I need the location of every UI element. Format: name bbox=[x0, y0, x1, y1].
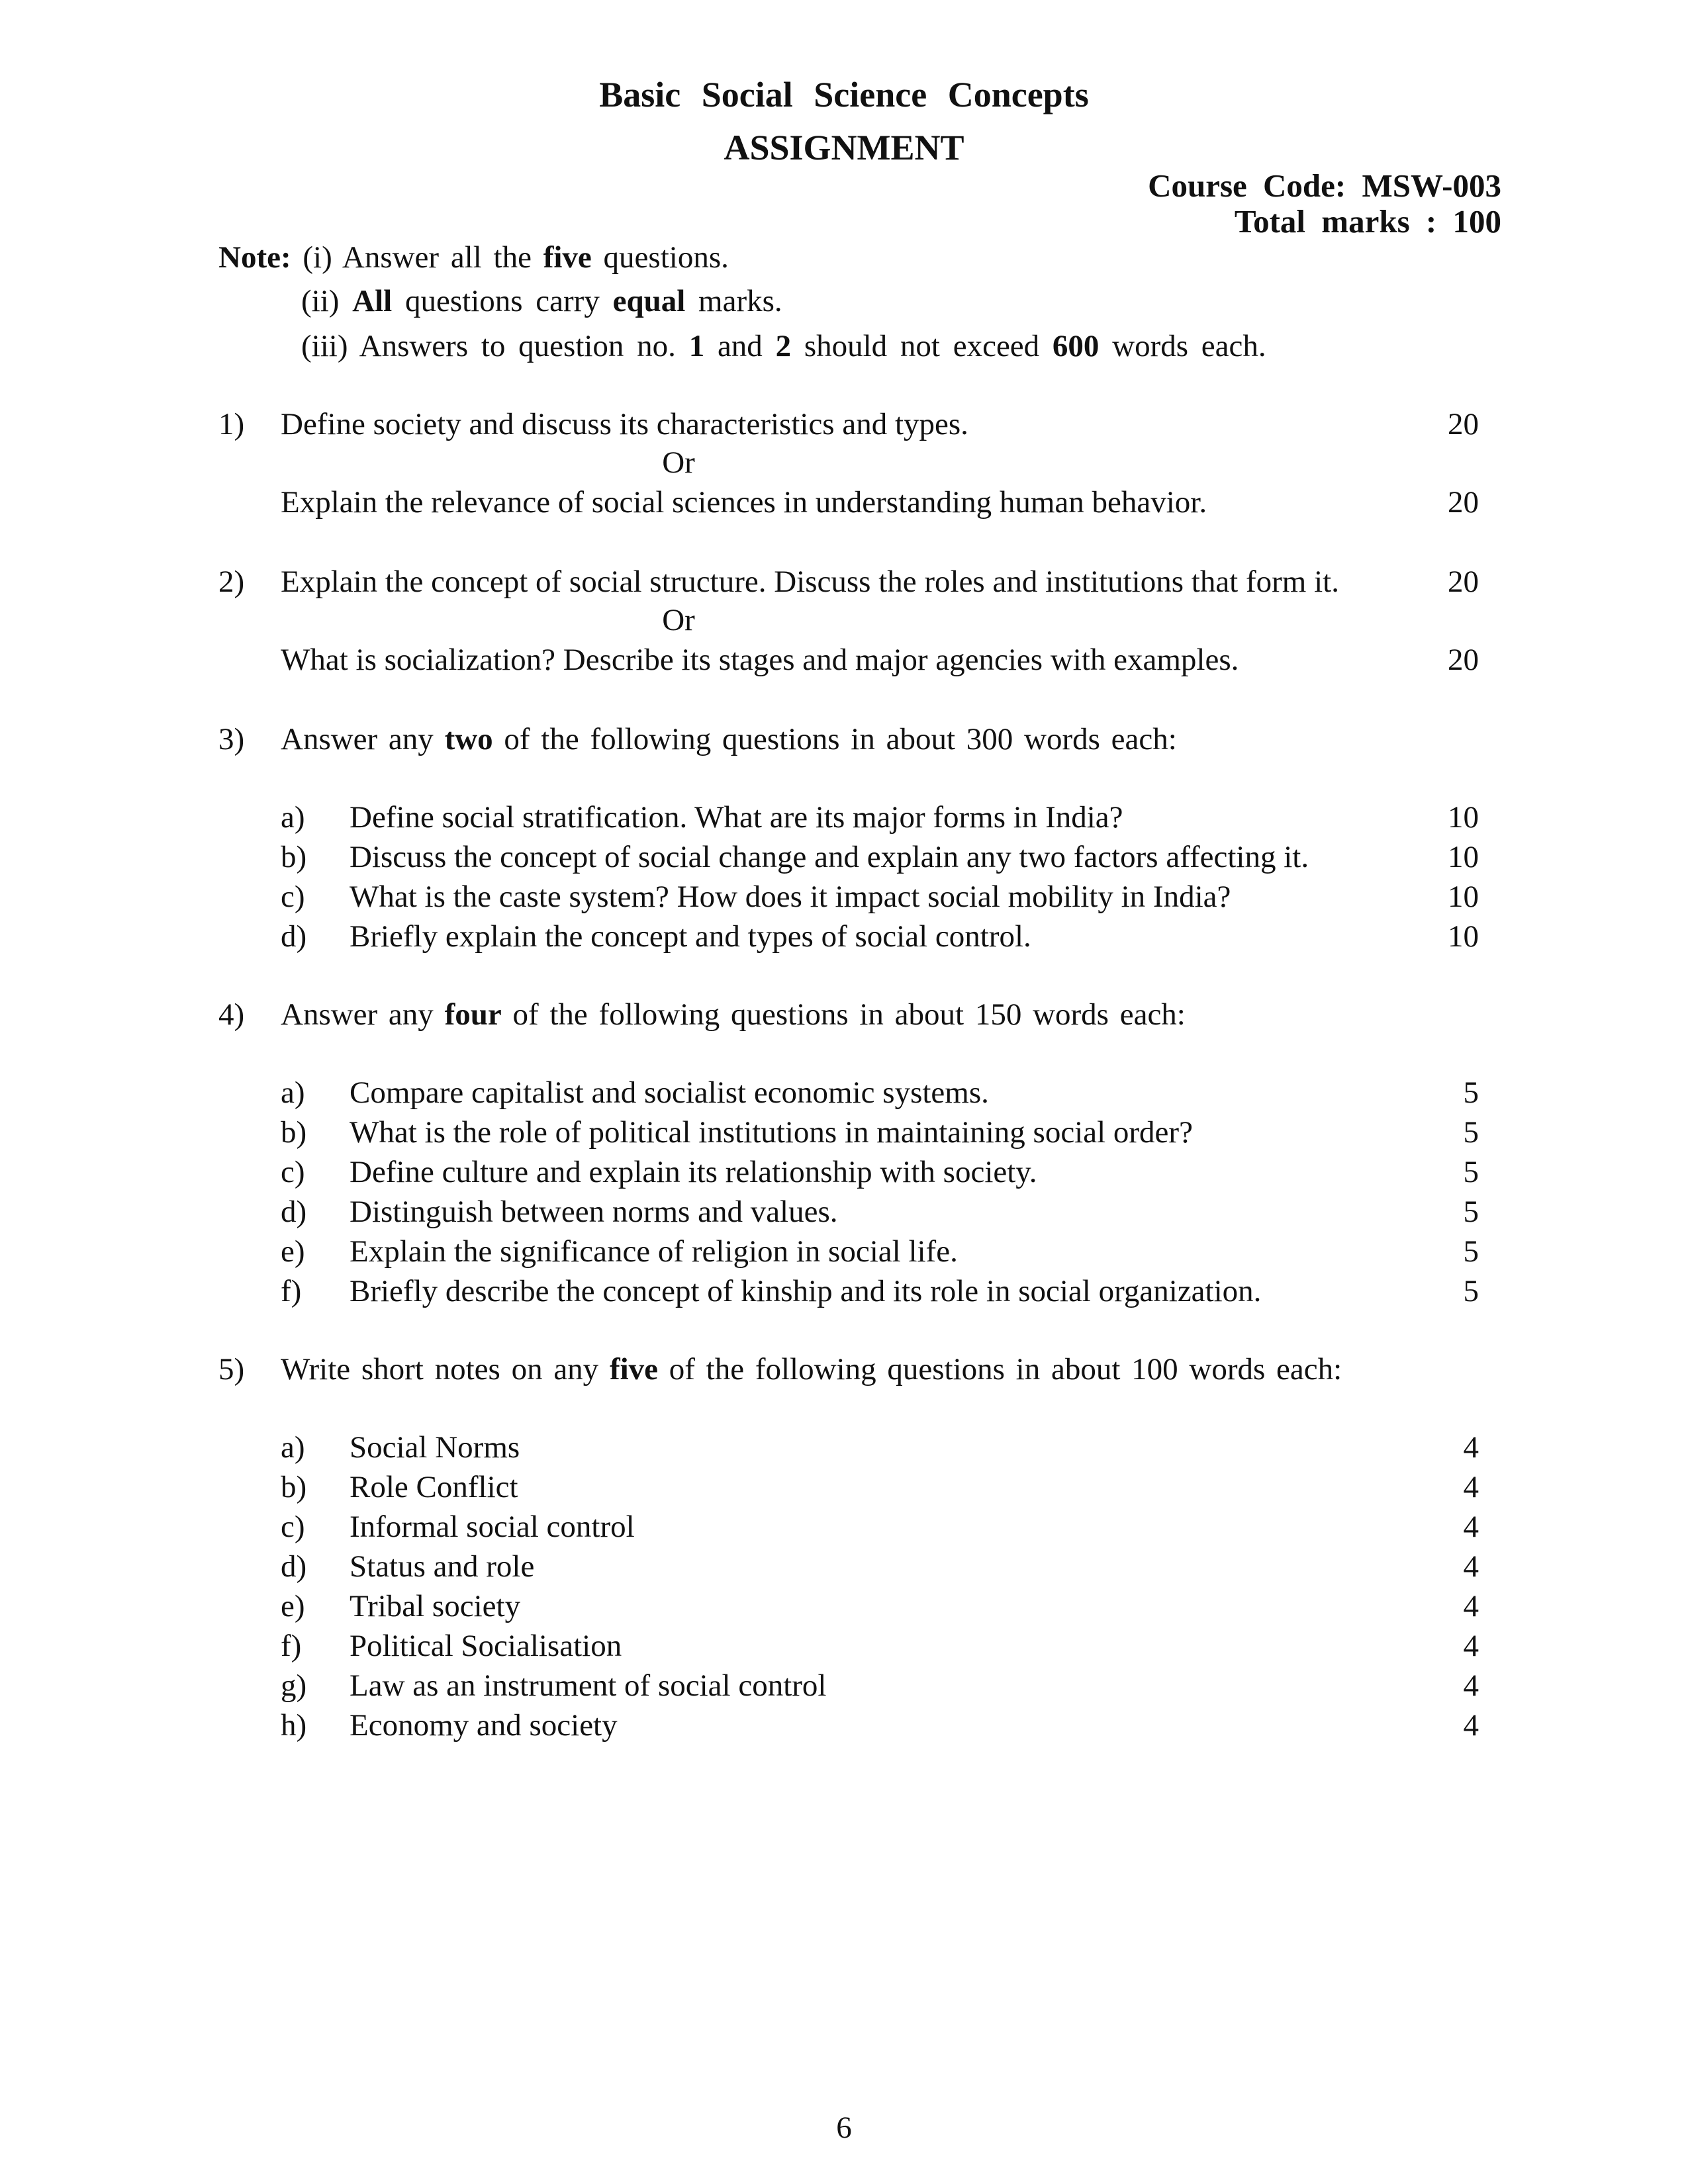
note-emphasis: 1 bbox=[688, 329, 705, 363]
subquestion-marks: 5 bbox=[1463, 1195, 1479, 1229]
subquestion-text: Role Conflict bbox=[350, 1470, 518, 1504]
subquestion-label: d) bbox=[281, 1549, 307, 1584]
question-marks: 20 bbox=[1448, 485, 1479, 520]
subquestion-marks: 5 bbox=[1463, 1234, 1479, 1269]
subquestion-label: d) bbox=[281, 919, 307, 954]
subquestion-marks: 10 bbox=[1448, 880, 1479, 914]
question-number: 3) bbox=[218, 722, 245, 756]
question-text-part: of the following questions in about 100 words each: bbox=[658, 1352, 1342, 1387]
subquestion-marks: 4 bbox=[1463, 1668, 1479, 1703]
question-emphasis: two bbox=[444, 722, 493, 756]
question-text bbox=[281, 997, 1186, 1032]
subquestion-text: Economy and society bbox=[350, 1708, 618, 1743]
note-text: words each. bbox=[1099, 329, 1266, 363]
subquestion-text: Law as an instrument of social control bbox=[350, 1668, 827, 1703]
subquestion-label: d) bbox=[281, 1195, 307, 1229]
subquestion-label: a) bbox=[281, 1075, 305, 1110]
question-text-part: Answer any bbox=[281, 997, 445, 1032]
subquestion-marks: 4 bbox=[1463, 1430, 1479, 1465]
subquestion-text: Briefly describe the concept of kinship and its role in social organization. bbox=[350, 1274, 1262, 1308]
question-marks: 20 bbox=[1448, 407, 1479, 441]
note-emphasis: 2 bbox=[775, 329, 792, 363]
document-subtitle: ASSIGNMENT bbox=[724, 128, 964, 167]
subquestion-label: g) bbox=[281, 1668, 307, 1703]
note-text: questions carry bbox=[392, 284, 613, 318]
subquestion-label: e) bbox=[281, 1589, 305, 1623]
subquestion-text: Define culture and explain its relationship with society. bbox=[350, 1155, 1037, 1189]
subquestion-text: Briefly explain the concept and types of social control. bbox=[350, 919, 1031, 954]
subquestion-text: Informal social control bbox=[350, 1510, 635, 1544]
question-text-part: of the following questions in about 150 words each: bbox=[501, 997, 1186, 1032]
note-text: should not exceed bbox=[791, 329, 1053, 363]
subquestion-label: c) bbox=[281, 1155, 305, 1189]
subquestion-label: h) bbox=[281, 1708, 307, 1743]
page-number: 6 bbox=[836, 2111, 852, 2145]
question-alt-text: Explain the relevance of social sciences in understanding human behavior. bbox=[281, 485, 1207, 520]
note-line-1 bbox=[218, 240, 729, 275]
note-emphasis: five bbox=[543, 240, 592, 275]
subquestion-text: Distinguish between norms and values. bbox=[350, 1195, 838, 1229]
subquestion-marks: 10 bbox=[1448, 919, 1479, 954]
course-code: Course Code: MSW-003 bbox=[1148, 167, 1501, 204]
question-text: Define society and discuss its characteristics and types. bbox=[281, 407, 968, 441]
note-text: (iii) Answers to question no. bbox=[301, 329, 689, 363]
subquestion-text: Tribal society bbox=[350, 1589, 521, 1623]
subquestion-text: Political Socialisation bbox=[350, 1629, 622, 1663]
subquestion-marks: 4 bbox=[1463, 1510, 1479, 1544]
or-separator: Or bbox=[662, 603, 695, 637]
question-number: 4) bbox=[218, 997, 245, 1032]
subquestion-text: Define social stratification. What are its major forms in India? bbox=[350, 800, 1123, 835]
question-alt-text: What is socialization? Describe its stages and major agencies with examples. bbox=[281, 643, 1239, 677]
subquestion-label: f) bbox=[281, 1629, 302, 1663]
question-emphasis: five bbox=[609, 1352, 659, 1387]
subquestion-label: b) bbox=[281, 1115, 307, 1150]
question-text bbox=[281, 1351, 1342, 1387]
subquestion-label: f) bbox=[281, 1274, 302, 1308]
subquestion-label: b) bbox=[281, 1470, 307, 1504]
subquestion-marks: 4 bbox=[1463, 1549, 1479, 1584]
document-title: Basic Social Science Concepts bbox=[599, 75, 1089, 114]
subquestion-label: a) bbox=[281, 800, 305, 835]
question-number: 2) bbox=[218, 565, 245, 599]
note-line-3 bbox=[301, 328, 1266, 364]
question-text-part: of the following questions in about 300 words each: bbox=[492, 722, 1177, 756]
subquestion-label: e) bbox=[281, 1234, 305, 1269]
note-text: marks. bbox=[685, 284, 782, 318]
question-text-part: Answer any bbox=[281, 722, 445, 756]
question-emphasis: four bbox=[444, 997, 502, 1032]
subquestion-text: Discuss the concept of social change and explain any two factors affecting it. bbox=[350, 840, 1309, 874]
subquestion-text: What is the caste system? How does it impact social mobility in India? bbox=[350, 880, 1231, 914]
subquestion-text: Compare capitalist and socialist economic systems. bbox=[350, 1075, 989, 1110]
subquestion-text: Explain the significance of religion in social life. bbox=[350, 1234, 958, 1269]
subquestion-marks: 4 bbox=[1463, 1708, 1479, 1743]
question-marks: 20 bbox=[1448, 643, 1479, 677]
note-line-2 bbox=[301, 283, 782, 319]
subquestion-marks: 5 bbox=[1463, 1115, 1479, 1150]
subquestion-text: Social Norms bbox=[350, 1430, 520, 1465]
question-number: 1) bbox=[218, 407, 245, 441]
note-emphasis: equal bbox=[612, 284, 686, 318]
subquestion-marks: 10 bbox=[1448, 840, 1479, 874]
subquestion-label: b) bbox=[281, 840, 307, 874]
subquestion-marks: 5 bbox=[1463, 1274, 1479, 1308]
subquestion-label: a) bbox=[281, 1430, 305, 1465]
subquestion-text: What is the role of political institutions in maintaining social order? bbox=[350, 1115, 1193, 1150]
question-text-part: Write short notes on any bbox=[281, 1352, 610, 1387]
subquestion-marks: 5 bbox=[1463, 1075, 1479, 1110]
question-text: Explain the concept of social structure. Discuss the roles and institutions that form it. bbox=[281, 565, 1339, 599]
question-number: 5) bbox=[218, 1352, 245, 1387]
subquestion-marks: 5 bbox=[1463, 1155, 1479, 1189]
question-marks: 20 bbox=[1448, 565, 1479, 599]
subquestion-label: c) bbox=[281, 1510, 305, 1544]
note-text: questions. bbox=[591, 240, 729, 275]
subquestion-marks: 4 bbox=[1463, 1629, 1479, 1663]
note-emphasis: All bbox=[352, 284, 393, 318]
question-text bbox=[281, 721, 1177, 757]
note-text: and bbox=[704, 329, 776, 363]
subquestion-marks: 10 bbox=[1448, 800, 1479, 835]
subquestion-label: c) bbox=[281, 880, 305, 914]
subquestion-text: Status and role bbox=[350, 1549, 535, 1584]
note-text: (ii) bbox=[301, 284, 353, 318]
or-separator: Or bbox=[662, 445, 695, 480]
note-emphasis: 600 bbox=[1052, 329, 1100, 363]
note-label: Note: bbox=[218, 240, 291, 275]
subquestion-marks: 4 bbox=[1463, 1589, 1479, 1623]
total-marks: Total marks : 100 bbox=[1234, 203, 1501, 240]
note-text: (i) Answer all the bbox=[303, 240, 543, 275]
subquestion-marks: 4 bbox=[1463, 1470, 1479, 1504]
